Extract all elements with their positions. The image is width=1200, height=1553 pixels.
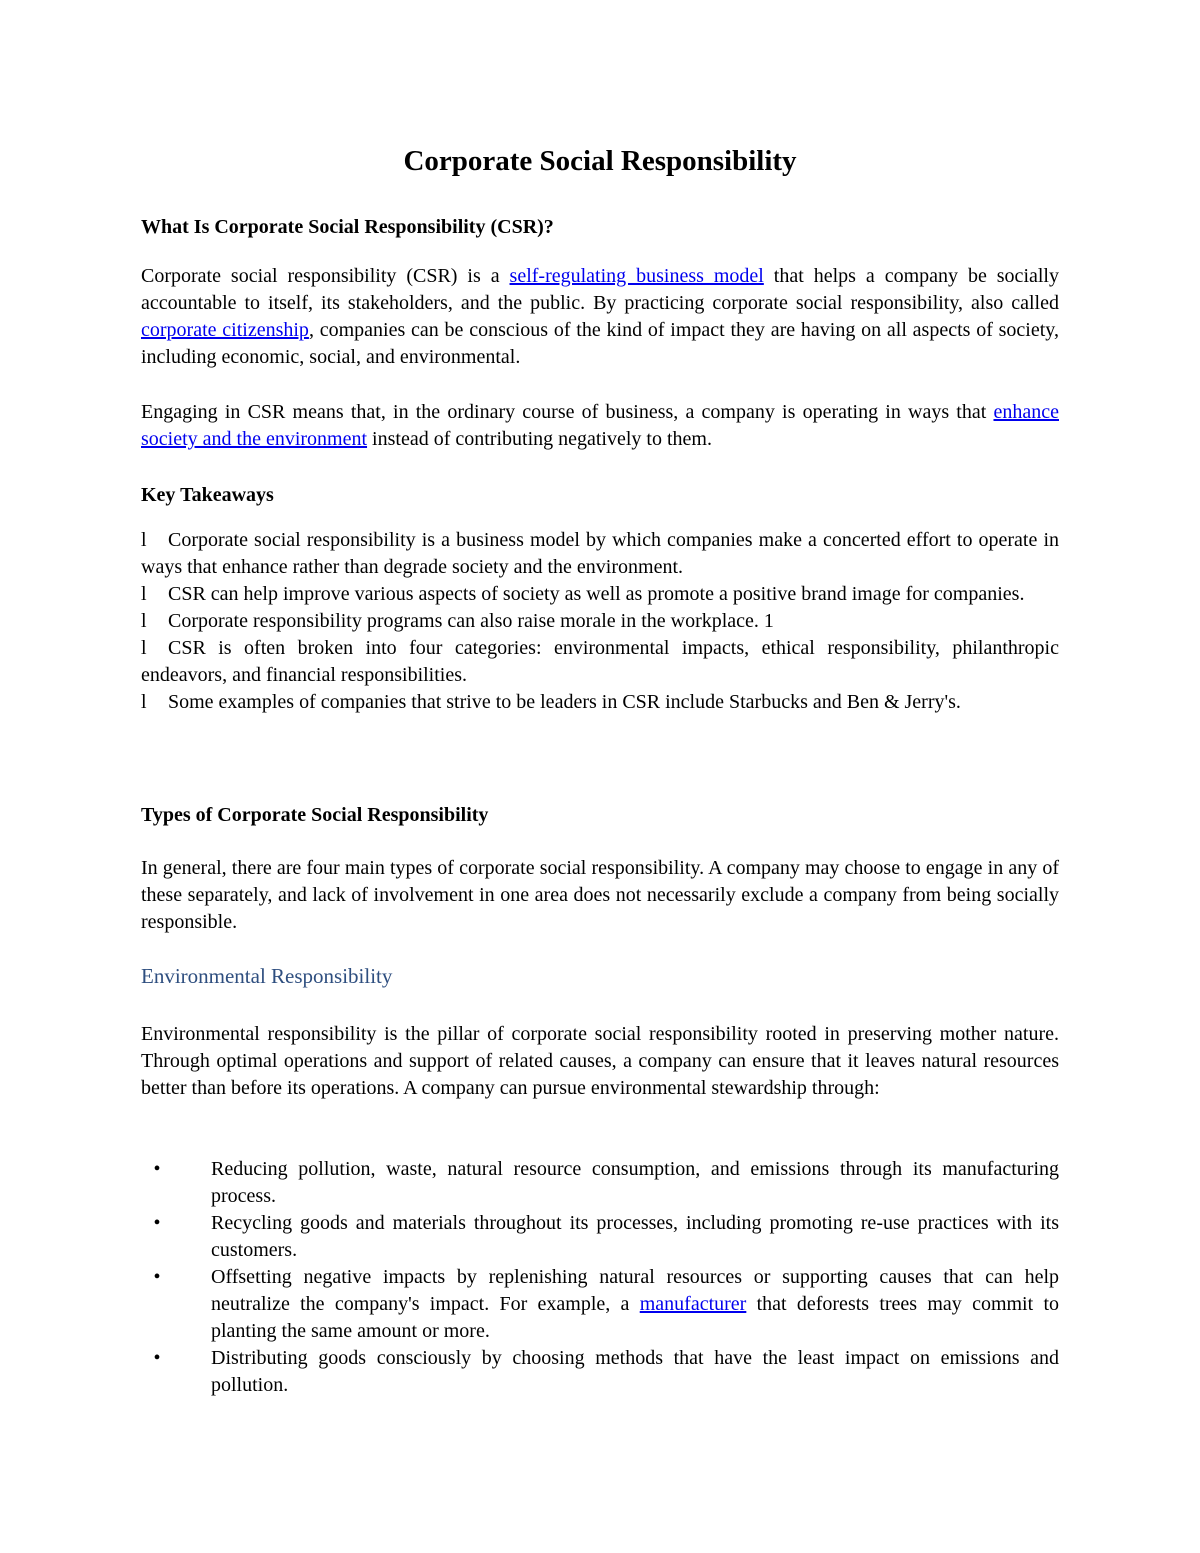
list-item-text: Distributing goods consciously by choosing methods that have the least impact on emissions and pollution. xyxy=(211,1347,1059,1396)
list-item-text: CSR can help improve various aspects of society as well as promote a positive brand image for companies. xyxy=(168,583,1025,605)
bullet-icon: • xyxy=(153,1212,161,1234)
paragraph-environmental-intro: Environmental responsibility is the pillar of corporate social responsibility rooted in preserving mother nature. Through optimal operations and support of related causes, a company can ensure that it leaves natural resources better than before its operations. A company can pursue environmental stewardship through: xyxy=(141,1023,1059,1099)
list-item xyxy=(141,608,1059,635)
text-run: instead of contributing negatively to them. xyxy=(367,428,712,450)
list-marker: l xyxy=(141,583,147,605)
list-item xyxy=(141,635,1059,689)
list-marker: l xyxy=(141,610,147,632)
link-manufacturer[interactable]: manufacturer xyxy=(639,1293,747,1315)
list-item-text: Reducing pollution, waste, natural resource consumption, and emissions through its manufacturing process. xyxy=(211,1158,1059,1207)
link-corporate-citizenship[interactable]: corporate citizenship xyxy=(141,319,309,341)
bullet-icon: • xyxy=(153,1347,161,1369)
list-item xyxy=(141,1156,1059,1210)
text-run: Corporate social responsibility (CSR) is a xyxy=(141,265,510,287)
list-item-text: CSR is often broken into four categories: environmental impacts, ethical responsibility, philanthropic endeavors, and financial responsibilities. xyxy=(141,637,1059,686)
bullet-icon: • xyxy=(153,1158,161,1180)
section-heading-key-takeaways: Key Takeaways xyxy=(141,484,274,506)
section-heading-what-is-csr: What Is Corporate Social Responsibility (CSR)? xyxy=(141,216,554,238)
paragraph-types-intro: In general, there are four main types of corporate social responsibility. A company may choose to engage in any of these separately, and lack of involvement in one area does not necessarily exclude a company from being socially responsible. xyxy=(141,857,1059,933)
list-item-text: Some examples of companies that strive to be leaders in CSR include Starbucks and Ben & Jerry's. xyxy=(168,691,961,713)
bullet-icon: • xyxy=(153,1266,161,1288)
list-item xyxy=(141,581,1059,608)
text-run: Engaging in CSR means that, in the ordinary course of business, a company is operating in ways that xyxy=(141,401,994,423)
paragraph-csr-definition xyxy=(141,263,1059,371)
list-item xyxy=(141,527,1059,581)
list-item xyxy=(141,689,1059,716)
list-item-text: Recycling goods and materials throughout its processes, including promoting re-use practices with its customers. xyxy=(211,1212,1059,1261)
text-run: Offsetting negative impacts by replenishing natural resources or supporting causes that can help neutralize the company's impact. For example, a xyxy=(211,1266,1059,1315)
text-run: that helps a company be socially accountable to itself, its stakeholders, and the public. By practicing corporate social responsibility, also called xyxy=(141,265,1059,314)
link-enhance-society-and-environment[interactable]: enhance society and the environment xyxy=(141,401,1059,450)
list-marker: l xyxy=(141,529,147,551)
environmental-stewardship-list xyxy=(141,1156,1059,1399)
list-marker: l xyxy=(141,691,147,713)
section-heading-types-of-csr: Types of Corporate Social Responsibility xyxy=(141,804,489,826)
document-title: Corporate Social Responsibility xyxy=(403,145,797,177)
list-marker: l xyxy=(141,637,147,659)
list-item-text: Corporate social responsibility is a business model by which companies make a concerted effort to operate in ways that enhance rather than degrade society and the environment. xyxy=(141,529,1059,578)
key-takeaways-list xyxy=(141,527,1059,716)
text-run: that deforests trees may commit to planting the same amount or more. xyxy=(211,1293,1060,1342)
list-item xyxy=(141,1345,1059,1399)
subheading-environmental-responsibility: Environmental Responsibility xyxy=(141,964,393,988)
text-run: , companies can be conscious of the kind of impact they are having on all aspects of society, including economic, social, and environmental. xyxy=(141,319,1059,368)
list-item-text: Corporate responsibility programs can also raise morale in the workplace. 1 xyxy=(168,610,774,632)
list-item xyxy=(141,1264,1059,1345)
link-self-regulating-business-model[interactable]: self-regulating business model xyxy=(509,265,764,287)
paragraph-engaging-in-csr xyxy=(141,399,1059,453)
list-item xyxy=(141,1210,1059,1264)
